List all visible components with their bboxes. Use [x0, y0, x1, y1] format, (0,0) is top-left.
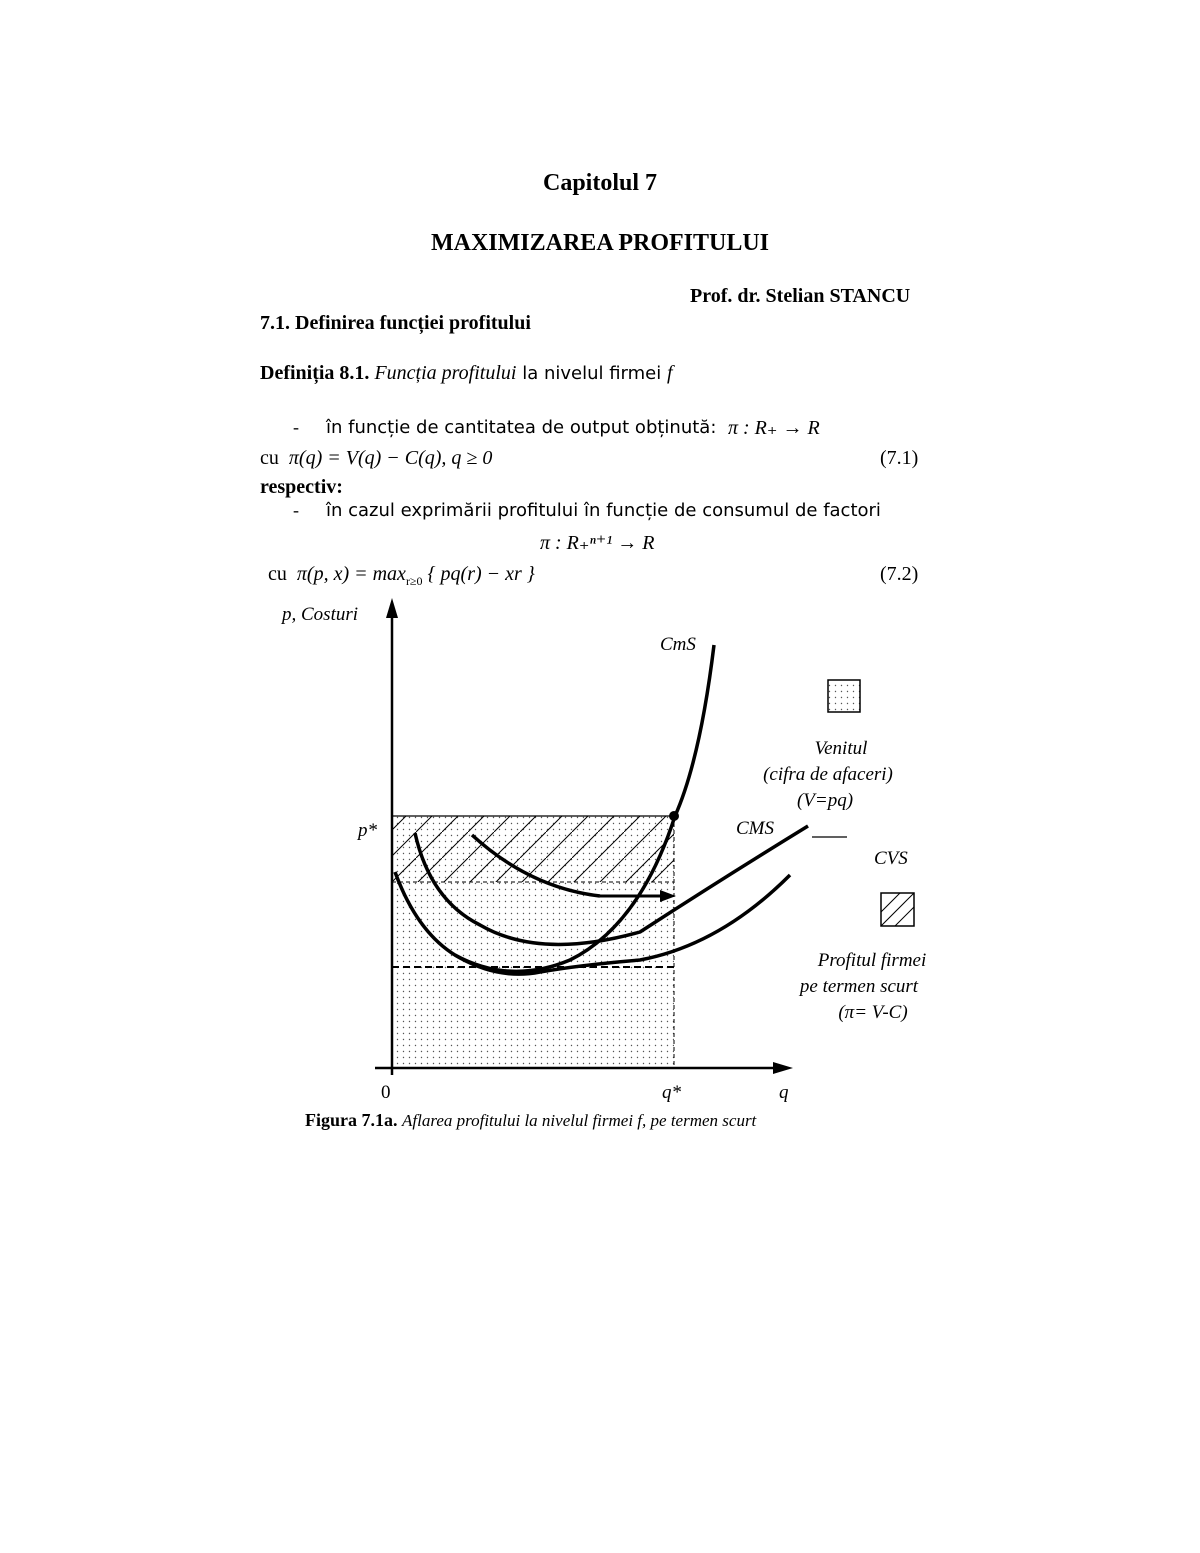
y-axis-arrow: [386, 598, 398, 618]
marginal-cost-label: CmS: [660, 634, 696, 655]
eq2-prefix: cu: [268, 563, 287, 585]
eq2-sub: r≥0: [405, 574, 423, 588]
respectiv-label: respectiv:: [260, 476, 343, 498]
section-heading: 7.1. Definirea funcției profitului: [260, 312, 531, 334]
y-axis-label: p, Costuri: [282, 604, 359, 625]
figure-caption: [305, 1110, 756, 1131]
legend-revenue-swatch: [828, 680, 860, 712]
bullet-dash-1: -: [293, 417, 299, 437]
bullet-math-2: π : R₊ⁿ⁺¹ → R: [540, 532, 655, 554]
profit-area: [392, 816, 674, 882]
eq2-main: π(p, x) = max: [296, 563, 406, 585]
cvs-label: CVS: [874, 848, 908, 869]
equation-number-7-2: (7.2): [880, 563, 919, 585]
cms-label: CMS: [736, 818, 774, 839]
caption-text: Aflarea profitului la nivelul firmei f, pe termen scurt: [402, 1111, 757, 1130]
eq2-rest: { pq(r) − xr }: [422, 563, 535, 585]
caption-label: Figura 7.1a.: [305, 1110, 398, 1130]
x-axis-arrow: [773, 1062, 793, 1074]
x-axis-label: q: [779, 1082, 789, 1103]
q-star-label: q*: [662, 1082, 681, 1103]
eq1-body: π(q) = V(q) − C(q), q ≥ 0: [288, 447, 493, 469]
definition-firm: f: [666, 362, 673, 384]
author: Prof. dr. Stelian STANCU: [690, 285, 911, 307]
p-star-label: p*: [358, 820, 377, 841]
bullet-dash-2: -: [293, 500, 299, 520]
bullet-math-1: π : R₊ → R: [728, 417, 820, 439]
bullet-text-2: în cazul exprimării profitului în funcție de consumul de factori: [326, 500, 881, 521]
chapter-heading: Capitolul 7: [542, 170, 658, 196]
legend-revenue-line-2: (cifra de afaceri): [763, 764, 893, 785]
bullet-text-1: în funcție de cantitatea de output obținută:: [326, 417, 717, 438]
legend-profit-line-1: Profitul firmei: [817, 950, 927, 971]
eq1-prefix: cu: [260, 447, 279, 469]
equilibrium-point: [669, 811, 679, 821]
definition-label: Definiția 8.1.: [260, 362, 370, 384]
definition-italic: Funcția profitului: [374, 362, 517, 384]
legend-profit-line-3: (π= V-C): [838, 1002, 908, 1023]
definition-rest: la nivelul firmei: [516, 363, 667, 384]
equation-number-7-1: (7.1): [880, 447, 919, 469]
legend-profit-line-2: pe termen scurt: [799, 976, 919, 997]
legend-revenue-line-3: (V=pq): [796, 790, 854, 811]
legend-revenue-line-1: Venitul: [814, 738, 868, 759]
origin-label: 0: [381, 1082, 391, 1103]
chapter-title: MAXIMIZAREA PROFITULUI: [430, 230, 769, 256]
